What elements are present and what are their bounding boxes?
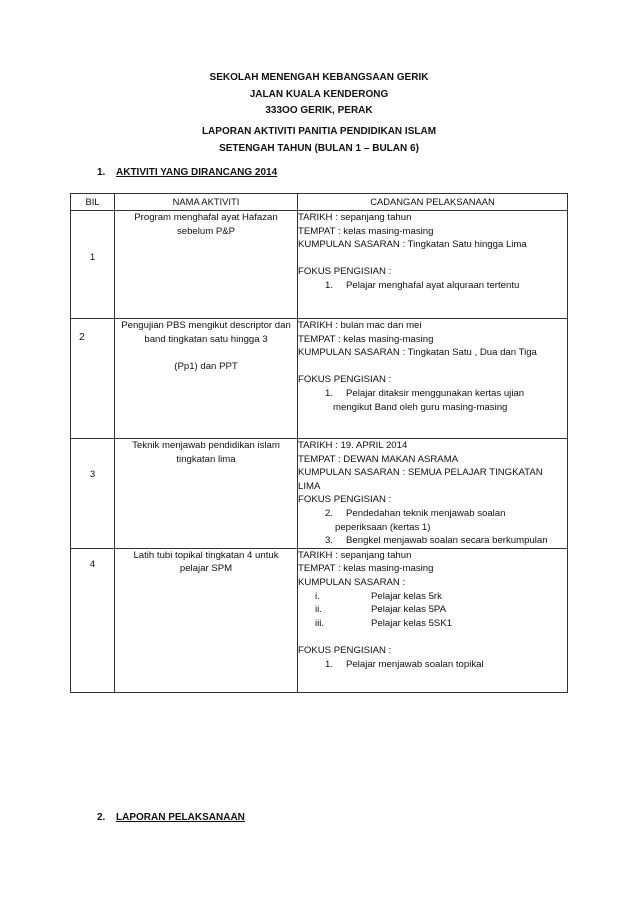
activity-name-line: tingkatan lima xyxy=(176,453,236,465)
plan-date: TARIKH : 19. APRIL 2014 xyxy=(298,440,408,451)
plan-cell xyxy=(298,319,568,439)
focus-item xyxy=(298,387,567,401)
activity-name-line: sebelum P&P xyxy=(176,225,236,237)
activity-name-line: band tingkatan satu hingga 3 xyxy=(144,333,268,345)
section-1-number: 1. xyxy=(97,167,106,178)
row-number: 4 xyxy=(89,558,96,570)
plan-focus-label: FOKUS PENGISIAN : xyxy=(298,374,392,386)
school-street: JALAN KUALA KENDERONG xyxy=(249,88,389,100)
plan-cell xyxy=(298,211,568,319)
school-header xyxy=(0,70,638,120)
focus-item-continuation: peperiksaan (kertas 1) xyxy=(335,521,431,533)
row-number: 2 xyxy=(79,331,85,343)
report-title: LAPORAN AKTIVITI PANITIA PENDIDIKAN ISLAM xyxy=(201,126,437,137)
focus-item-text: Pelajar menghafal ayat alquraan tertentu xyxy=(346,279,520,291)
plan-date: TARIKH : bulan mac dan mei xyxy=(298,320,422,331)
target-class-item xyxy=(298,617,567,631)
plan-venue: TEMPAT : kelas masing-masing xyxy=(298,563,434,575)
plan-cell xyxy=(298,439,568,549)
focus-item-number: 2. xyxy=(324,507,333,519)
school-name: SEKOLAH MENENGAH KEBANGSAAN GERIK xyxy=(209,72,429,83)
table-header-row xyxy=(71,194,568,211)
report-header xyxy=(0,124,638,157)
target-class-numeral: ii. xyxy=(315,604,322,616)
activity-name-cell xyxy=(115,211,298,319)
activity-name-line: pelajar SPM xyxy=(179,563,233,575)
report-period: SETENGAH TAHUN (BULAN 1 – BULAN 6) xyxy=(219,142,419,154)
row-number-cell xyxy=(71,548,115,692)
target-class-text: Pelajar kelas 5rk xyxy=(371,590,442,602)
section-1-title: AKTIVITI YANG DIRANCANG 2014 xyxy=(116,167,278,178)
plan-focus-label: FOKUS PENGISIAN : xyxy=(298,644,392,656)
section-2-number: 2. xyxy=(97,812,106,823)
table-row xyxy=(71,439,568,549)
table-row xyxy=(71,211,568,319)
focus-item-number: 3. xyxy=(324,535,333,547)
focus-item xyxy=(298,279,567,293)
table-row xyxy=(71,548,568,692)
focus-item-number: 1. xyxy=(324,387,333,399)
focus-item-continuation: mengikut Band oleh guru masing-masing xyxy=(333,401,508,413)
row-number-cell xyxy=(71,319,115,439)
target-class-text: Pelajar kelas 5PA xyxy=(371,604,447,616)
row-number: 1 xyxy=(89,252,96,263)
row-number-cell xyxy=(71,211,115,319)
focus-item xyxy=(298,658,567,672)
plan-venue: TEMPAT : kelas masing-masing xyxy=(298,225,434,237)
activity-name-cell xyxy=(115,548,298,692)
focus-item-number: 1. xyxy=(324,279,333,291)
target-class-item xyxy=(298,603,567,617)
activity-name-line: (Pp1) dan PPT xyxy=(174,360,238,372)
focus-item xyxy=(298,507,567,521)
plan-target: KUMPULAN SASARAN : Tingkatan Satu hingga Lima xyxy=(298,239,527,251)
plan-venue: TEMPAT : DEWAN MAKAN ASRAMA xyxy=(298,453,459,465)
section-2-heading xyxy=(97,812,245,823)
focus-item xyxy=(298,534,567,548)
plan-target: KUMPULAN SASARAN : Tingkatan Satu , Dua dan Tiga xyxy=(298,347,537,359)
target-class-text: Pelajar kelas 5SK1 xyxy=(371,617,453,629)
row-number: 3 xyxy=(89,469,96,480)
plan-venue: TEMPAT : kelas masing-masing xyxy=(298,333,434,345)
plan-focus-label: FOKUS PENGISIAN : xyxy=(298,494,392,506)
activity-name-line: Teknik menjawab pendidikan islam xyxy=(132,440,280,451)
focus-item-text: Pendedahan teknik menjawab soalan xyxy=(346,507,506,519)
plan-cell xyxy=(298,548,568,692)
focus-item-number: 1. xyxy=(324,658,333,670)
activity-name-line: Program menghafal ayat Hafazan xyxy=(134,212,278,223)
column-header-name: NAMA AKTIVITI xyxy=(115,194,298,211)
target-class-numeral: iii. xyxy=(315,617,325,629)
column-header-plan: CADANGAN PELAKSANAAN xyxy=(298,194,568,211)
focus-item-text: Pelajar menjawab soalan topikal xyxy=(346,658,484,670)
focus-item-text: Bengkel menjawab soalan secara berkumpulan xyxy=(346,535,548,547)
focus-item-text: Pelajar ditaksir menggunakan kertas ujian xyxy=(346,387,525,399)
activity-table xyxy=(70,193,568,693)
section-1-heading xyxy=(97,167,277,178)
plan-date: TARIKH : sepanjang tahun xyxy=(298,549,412,561)
activity-name-cell xyxy=(115,439,298,549)
plan-target: KUMPULAN SASARAN : SEMUA PELAJAR TINGKATAN LIMA xyxy=(298,467,543,492)
plan-date: TARIKH : sepanjang tahun xyxy=(298,212,412,223)
section-2-title: LAPORAN PELAKSANAAN xyxy=(116,812,245,823)
activity-name-line: Latih tubi topikal tingkatan 4 untuk xyxy=(133,549,279,561)
school-city: 333OO GERIK, PERAK xyxy=(265,105,373,116)
target-class-numeral: i. xyxy=(315,590,320,602)
column-header-bil: BIL xyxy=(71,194,115,211)
activity-name-cell xyxy=(115,319,298,439)
table-row xyxy=(71,319,568,439)
target-class-item xyxy=(298,590,567,604)
row-number-cell xyxy=(71,439,115,549)
plan-focus-label: FOKUS PENGISIAN : xyxy=(298,266,392,278)
plan-target: KUMPULAN SASARAN : xyxy=(298,576,406,588)
activity-name-line: Pengujian PBS mengikut descriptor dan xyxy=(121,320,291,331)
